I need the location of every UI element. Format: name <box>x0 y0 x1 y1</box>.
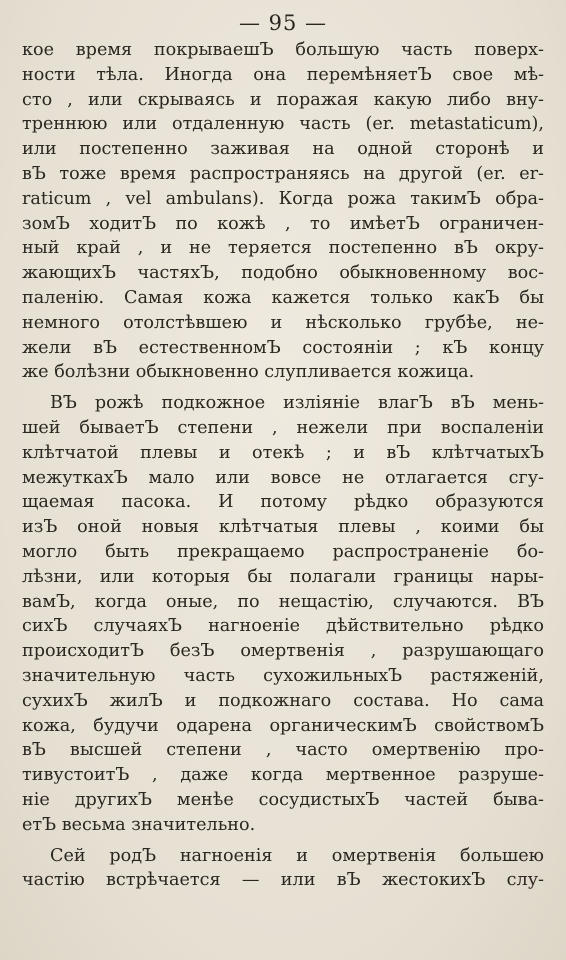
text-line: сухихЪ жилЪ и подкожнаго состава. Но сама <box>22 690 544 711</box>
text-line: межуткахЪ мало или вовсе не отлагается сгу- <box>22 467 544 488</box>
text-line: ности тѣла. Иногда она перемѣняетЪ свое мѣ- <box>22 64 544 85</box>
page-number: — 95 — <box>238 11 328 35</box>
text-line: или постепенно заживая на одной сторонѣ и <box>22 139 544 160</box>
text-line: значительную часть сухожильныхЪ растяженій, <box>22 665 544 686</box>
text-line: ВЪ рожѣ подкожное изліяніе влагЪ вЪ мень- <box>50 393 544 414</box>
text-line: кожа, будучи одарена органическимЪ свойствомЪ <box>22 715 544 736</box>
text-line: клѣтчатой плевы и отекѣ ; и вЪ клѣтчатыхЪ <box>22 442 544 463</box>
text-line: изЪ оной новыя клѣтчатыя плевы , коими бы <box>22 517 544 538</box>
text-line: етЪ весьма значительно. <box>22 814 256 835</box>
text-line: лѣзни, или которыя бы полагали границы нары- <box>22 566 544 587</box>
text-line: кое время покрываешЪ большую часть поверх- <box>22 40 544 60</box>
text-line: немного отолстѣвшею и нѣсколько грубѣе, не- <box>22 312 544 333</box>
text-line: жающихЪ частяхЪ, подобно обыкновенному вос- <box>22 263 544 284</box>
paragraph <box>22 38 544 385</box>
text-line: ніе другихЪ менѣе сосудистыхЪ частей быва- <box>22 789 544 810</box>
text-line: тивустоитЪ , даже когда мертвенное разруше- <box>22 765 544 786</box>
paragraph <box>22 391 544 837</box>
paragraph <box>22 844 544 894</box>
text-line: сто , или скрываясь и поражая какую либо вну- <box>22 89 544 110</box>
body-text <box>22 38 544 893</box>
text-line: raticum , vel ambulans). Когда рожа такимЪ обра- <box>22 188 544 209</box>
text-line: треннюю или отдаленную часть (er. metastaticum), <box>22 114 544 135</box>
text-line: же болѣзни обыкновенно слупливается кожица. <box>22 362 475 383</box>
text-line: сихЪ случаяхЪ нагноеніе дѣйствительно рѣдко <box>22 616 544 637</box>
text-line: вЪ высшей степени , часто омертвенію про- <box>22 740 544 761</box>
text-line: зомЪ ходитЪ по кожѣ , то имѣетЪ ограничен- <box>22 213 544 234</box>
text-line: вамЪ, когда оные, по нещастію, случаются. ВЪ <box>22 591 544 612</box>
text-line: могло быть прекращаемо распространеніе бо- <box>22 541 544 562</box>
text-line: паленію. Самая кожа кажется только какЪ бы <box>22 287 544 308</box>
text-line: ный край , и не теряется постепенно вЪ окру- <box>22 238 544 259</box>
text-line: частію встрѣчается — или вЪ жестокихЪ слу- <box>22 870 544 891</box>
text-line: вЪ тоже время распространяясь на другой (er. er- <box>22 163 544 184</box>
text-line: Сей родЪ нагноенія и омертвенія большею <box>50 845 544 866</box>
text-line: жели вЪ естественномЪ состояніи ; кЪ концу <box>22 337 544 358</box>
text-line: происходитЪ безЪ омертвенія , разрушающаго <box>22 641 544 662</box>
text-line: шей бываетЪ степени , нежели при воспаленіи <box>22 417 544 438</box>
text-line: щаемая пасока. И потому рѣдко образуются <box>22 492 544 513</box>
